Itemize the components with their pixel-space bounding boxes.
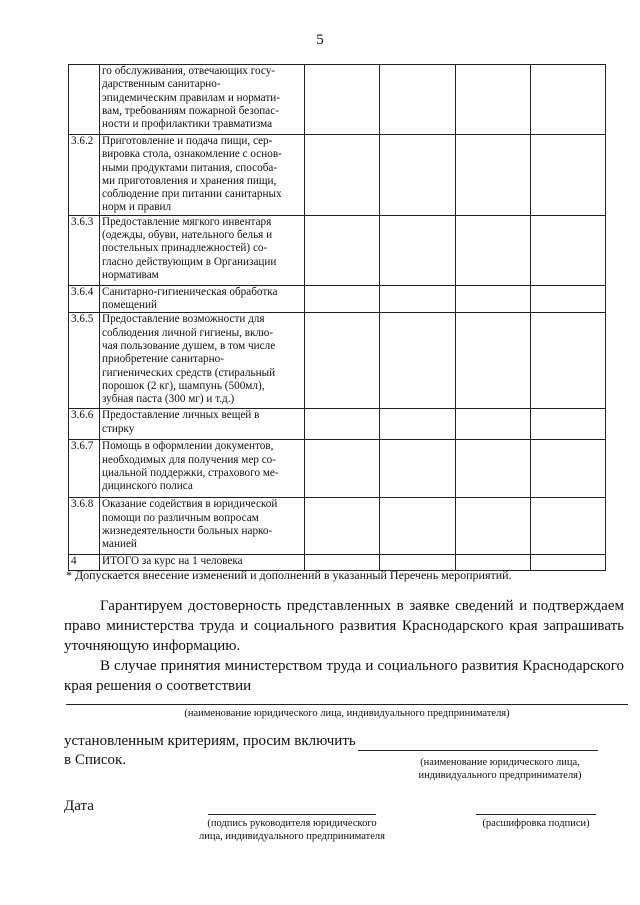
row-number: 3.6.3: [69, 215, 100, 285]
empty-cell: [455, 440, 530, 498]
row-description: [100, 65, 305, 135]
empty-cell: [455, 135, 530, 216]
empty-cell: [380, 409, 455, 440]
signature-caption-line1: (подпись руководителя юридического: [207, 818, 377, 829]
row-number: 3.6.2: [69, 135, 100, 216]
row-number: 3.6.8: [69, 498, 100, 555]
description-line: гласно действующим в Организации: [102, 255, 277, 268]
signature-caption-line2: лица, индивидуального предпринимателя: [199, 831, 385, 842]
row-number: 3.6.5: [69, 313, 100, 409]
empty-cell: [380, 215, 455, 285]
row-description: [100, 409, 305, 440]
criteria-text: установленным критериям, просим включить: [64, 733, 356, 749]
description-line: стирку: [102, 422, 135, 435]
description-line: порошок (2 кг), шампунь (500мл),: [102, 379, 265, 392]
list-text: в Список.: [64, 752, 127, 768]
entity-name-caption-2: [400, 756, 600, 782]
description-line: приобретение санитарно-: [102, 353, 224, 366]
description-line: дицинского полиса: [102, 480, 193, 493]
empty-cell: [380, 135, 455, 216]
description-line: зубная паста (300 мг) и т.д.): [102, 393, 235, 406]
description-line: дарственным санитарно-: [102, 78, 221, 91]
entity-name-caption: (наименование юридического лица, индивидуального предпринимателя): [184, 708, 510, 719]
description-line: циальной поддержки, страхового ме-: [102, 466, 279, 479]
description-line: ности и профилактики травматизма: [102, 118, 273, 131]
description-line: необходимых для получения мер со-: [102, 453, 276, 466]
description-line: манией: [102, 538, 137, 551]
description-line: Предоставление личных вещей в: [102, 409, 260, 422]
empty-cell: [380, 313, 455, 409]
signature-caption: [182, 817, 402, 843]
description-line: соблюдения личной гигиены, вклю-: [102, 326, 274, 339]
empty-cell: [380, 285, 455, 313]
empty-cell: [380, 498, 455, 555]
description-line: ми приготовления и хранения пищи,: [102, 174, 277, 187]
empty-cell: [530, 440, 605, 498]
table-row: [69, 65, 606, 135]
date-label: Дата: [64, 798, 94, 814]
decision-text: В случае принятия министерством труда и социального развития Краснодарского края решения о соответствии: [64, 658, 624, 694]
empty-cell: [530, 135, 605, 216]
description-line: Предоставление возможности для: [102, 313, 265, 326]
signature-line: [208, 814, 376, 815]
entity-name-caption-2-line1: (наименование юридического лица,: [420, 757, 580, 768]
empty-cell: [305, 135, 380, 216]
description-line: ИТОГО за курс на 1 человека: [102, 555, 243, 568]
empty-cell: [305, 409, 380, 440]
table-row: [69, 215, 606, 285]
table-row: [69, 498, 606, 555]
row-number: 4: [69, 555, 100, 571]
empty-cell: [305, 215, 380, 285]
empty-cell: [455, 215, 530, 285]
description-line: нормативам: [102, 268, 159, 281]
guarantee-paragraph: [64, 596, 624, 656]
table-row: [69, 285, 606, 313]
page-number: 5: [316, 32, 324, 48]
empty-cell: [530, 215, 605, 285]
guarantee-text: Гарантируем достоверность представленных в заявке сведений и подтверждаем право министерства труда и социального развития Краснодарского края запрашивать уточняющую информацию.: [64, 598, 624, 654]
description-line: постельных принадлежностей) со-: [102, 242, 268, 255]
description-line: вам, требованиям пожарной безопас-: [102, 104, 279, 117]
description-line: помещений: [102, 299, 157, 312]
empty-cell: [455, 313, 530, 409]
entity-name-line-2: [358, 750, 598, 751]
empty-cell: [455, 409, 530, 440]
description-line: вировка стола, ознакомление с основ-: [102, 148, 282, 161]
entity-name-caption-2-line2: индивидуального предпринимателя): [418, 770, 582, 781]
empty-cell: [530, 285, 605, 313]
description-line: Помощь в оформлении документов,: [102, 440, 274, 453]
table-row: [69, 313, 606, 409]
description-line: чая пользование душем, в том числе: [102, 339, 276, 352]
empty-cell: [305, 313, 380, 409]
empty-cell: [455, 65, 530, 135]
row-description: [100, 498, 305, 555]
table-row: [69, 440, 606, 498]
empty-cell: [455, 285, 530, 313]
description-line: соблюдение при питании санитарных: [102, 188, 282, 201]
footnote: * Допускается внесение изменений и дополнений в указанный Перечень мероприятий.: [66, 568, 512, 582]
empty-cell: [530, 65, 605, 135]
empty-cell: [305, 285, 380, 313]
description-line: Санитарно-гигиеническая обработка: [102, 285, 278, 298]
description-line: помощи по различным вопросам: [102, 511, 259, 524]
description-line: (одежды, обуви, нательного белья и: [102, 229, 273, 242]
decoding-line: [476, 814, 596, 815]
table-row: [69, 409, 606, 440]
description-line: эпидемическим правилам и нормати-: [102, 91, 280, 104]
empty-cell: [305, 440, 380, 498]
entity-name-line: [66, 704, 628, 705]
description-line: жизнедеятельности больных нарко-: [102, 524, 273, 537]
description-line: го обслуживания, отвечающих госу-: [102, 65, 276, 77]
decision-paragraph: [64, 656, 624, 696]
row-number: 3.6.6: [69, 409, 100, 440]
table-row: [69, 135, 606, 216]
services-table: [68, 64, 606, 571]
description-line: норм и правил: [102, 201, 172, 214]
empty-cell: [305, 498, 380, 555]
empty-cell: [530, 498, 605, 555]
description-line: ными продуктами питания, способа-: [102, 161, 278, 174]
row-description: [100, 313, 305, 409]
description-line: Приготовление и подача пищи, сер-: [102, 135, 273, 147]
empty-cell: [305, 65, 380, 135]
row-description: [100, 440, 305, 498]
description-line: Оказание содействия в юридической: [102, 498, 278, 511]
empty-cell: [530, 313, 605, 409]
description-line: гигиенических средств (стиральный: [102, 366, 276, 379]
row-description: [100, 215, 305, 285]
description-line: Предоставление мягкого инвентаря: [102, 215, 272, 228]
empty-cell: [380, 440, 455, 498]
row-number: [69, 65, 100, 135]
decoding-caption: (расшифровка подписи): [482, 818, 590, 829]
empty-cell: [380, 65, 455, 135]
empty-cell: [455, 498, 530, 555]
row-number: 3.6.4: [69, 285, 100, 313]
row-description: [100, 135, 305, 216]
row-description: [100, 285, 305, 313]
row-number: 3.6.7: [69, 440, 100, 498]
empty-cell: [530, 409, 605, 440]
